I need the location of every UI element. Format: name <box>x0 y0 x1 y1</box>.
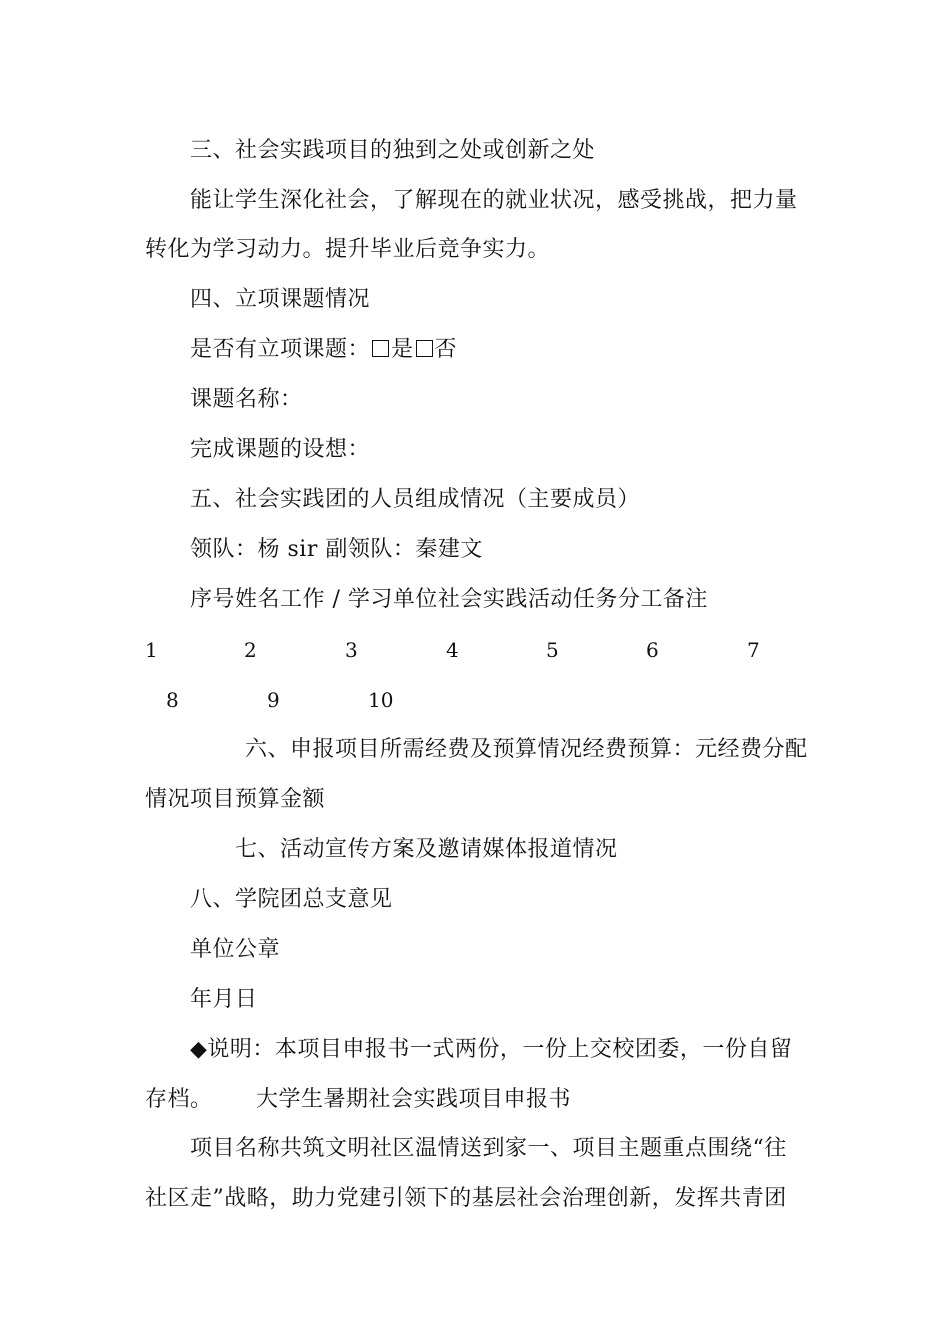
serial-number: 7 <box>747 638 760 662</box>
serial-number: 2 <box>244 638 257 662</box>
paragraph-line: 情况项目预算金额 <box>145 787 326 812</box>
serial-number: 3 <box>345 638 358 662</box>
document-title: 大学生暑期社会实践项目申报书 <box>256 1087 572 1112</box>
serial-number: 8 <box>166 688 179 712</box>
table-header-line: 序号姓名工作 / 学习单位社会实践活动任务分工备注 <box>190 587 708 612</box>
section-eight-heading: 八、学院团总支意见 <box>190 887 393 912</box>
section-three-heading: 三、社会实践项目的独到之处或创新之处 <box>190 138 596 163</box>
topic-plan-line: 完成课题的设想： <box>190 437 371 462</box>
serial-number: 1 <box>145 638 158 662</box>
section-seven-heading: 七、活动宣传方案及邀请媒体报道情况 <box>235 837 618 862</box>
option-yes-label: 是 <box>391 337 414 362</box>
serial-number: 4 <box>446 638 459 662</box>
section-four-heading: 四、立项课题情况 <box>190 287 371 312</box>
topic-name-line: 课题名称： <box>190 387 303 412</box>
serial-number: 5 <box>546 638 559 662</box>
note-line: ◆说明：本项目申报书一式两份，一份上交校团委，一份自留 <box>190 1037 793 1062</box>
paragraph-line: 转化为学习动力。提升毕业后竞争实力。 <box>145 237 551 262</box>
serial-number: 6 <box>646 638 659 662</box>
unit-seal-line: 单位公章 <box>190 937 281 962</box>
serial-number: 10 <box>368 688 394 712</box>
topic-question-line <box>190 335 457 365</box>
topic-question-label: 是否有立项课题： <box>190 337 371 362</box>
date-line: 年月日 <box>190 987 258 1012</box>
checkbox-yes <box>372 340 389 357</box>
paragraph-line: 社区走”战略，助力党建引领下的基层社会治理创新，发挥共青团 <box>145 1186 787 1211</box>
paragraph-line: 项目名称共筑文明社区温情送到家一、项目主题重点围绕“往 <box>190 1136 787 1161</box>
section-six-heading: 六、申报项目所需经费及预算情况经费预算：元经费分配 <box>245 737 808 762</box>
checkbox-no <box>416 340 433 357</box>
option-no-label: 否 <box>434 337 458 362</box>
paragraph-line: 能让学生深化社会，了解现在的就业状况，感受挑战，把力量 <box>190 188 798 213</box>
section-five-heading: 五、社会实践团的人员组成情况（主要成员） <box>190 487 641 512</box>
serial-number: 9 <box>267 688 280 712</box>
team-leaders-line: 领队：杨 sir 副领队：秦建文 <box>190 537 483 562</box>
note-line-end: 存档。 <box>145 1087 213 1112</box>
